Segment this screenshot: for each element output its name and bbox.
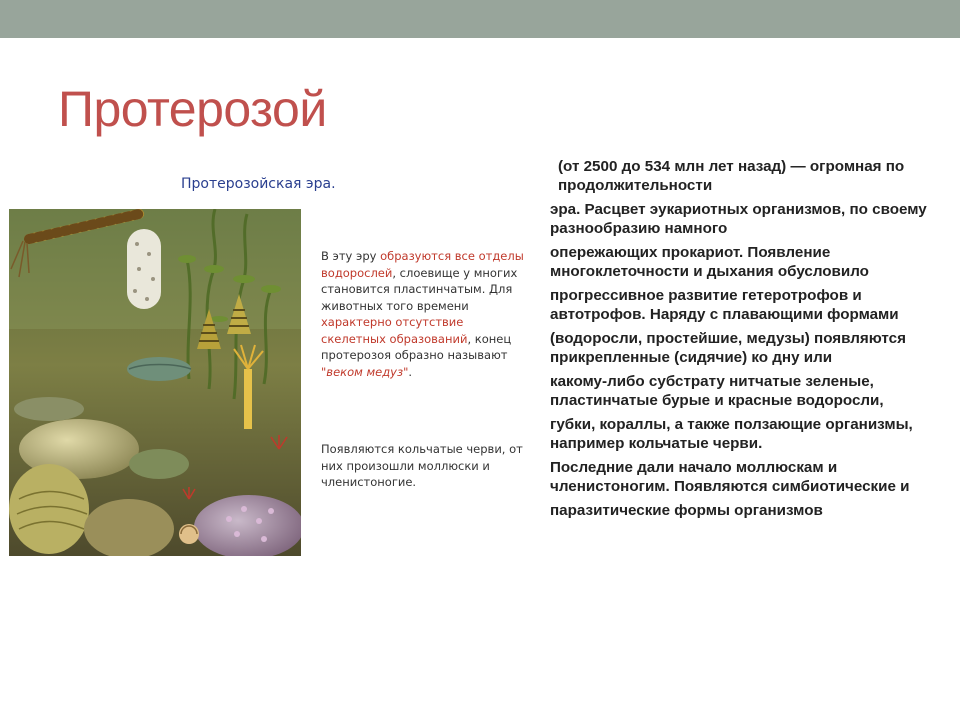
note-text: В эту эру	[321, 249, 381, 263]
note-text: .	[408, 364, 413, 379]
paragraph: какому-либо субстрату нитчатые зеленые, пластинчатые бурые и красные водоросли,	[550, 373, 884, 409]
note-text: , слоевище у многих становится пластинчатым. Для животных того времени	[321, 265, 518, 313]
paragraph: прогрессивное развитие гетеротрофов и автотрофов. Наряду с плавающими формами	[550, 287, 899, 323]
paragraph: (водоросли, простейшие, медузы) появляются прикрепленные (сидячие) ко дну или	[550, 330, 906, 366]
main-text-block	[550, 157, 960, 525]
paragraph: опережающих прокариот. Появление многоклеточности и дыхания обусловило	[550, 244, 869, 280]
note-highlight-italic: "веком медуз"	[321, 364, 409, 379]
note-annelids: Появляются кольчатые черви, от них произошли моллюски и членистоногие.	[321, 442, 523, 489]
top-bar	[0, 0, 960, 38]
note-highlight: характерно отсутствие скелетных образований	[321, 315, 468, 346]
paragraph: паразитические формы организмов	[550, 502, 823, 519]
paragraph: (от 2500 до 534 млн лет назад) — огромная по продолжительности	[558, 158, 905, 194]
paragraph: губки, кораллы, а также ползающие организмы, например кольчатые черви.	[550, 416, 913, 452]
note-proterozoic-algae	[321, 248, 526, 380]
paragraph: эра. Расцвет эукариотных организмов, по своему разнообразию намного	[550, 201, 927, 237]
note-highlight: образуются все отделы водорослей	[321, 249, 524, 280]
figure-caption: Протерозойская эра.	[181, 176, 336, 192]
slide-title: Протерозой	[58, 81, 327, 137]
note-text: , конец протерозоя образно называют	[321, 331, 512, 362]
proterozoic-scene-illustration	[9, 209, 301, 556]
paragraph: Последние дали начало моллюскам и членистоногим. Появляются симбиотические и	[550, 459, 910, 495]
